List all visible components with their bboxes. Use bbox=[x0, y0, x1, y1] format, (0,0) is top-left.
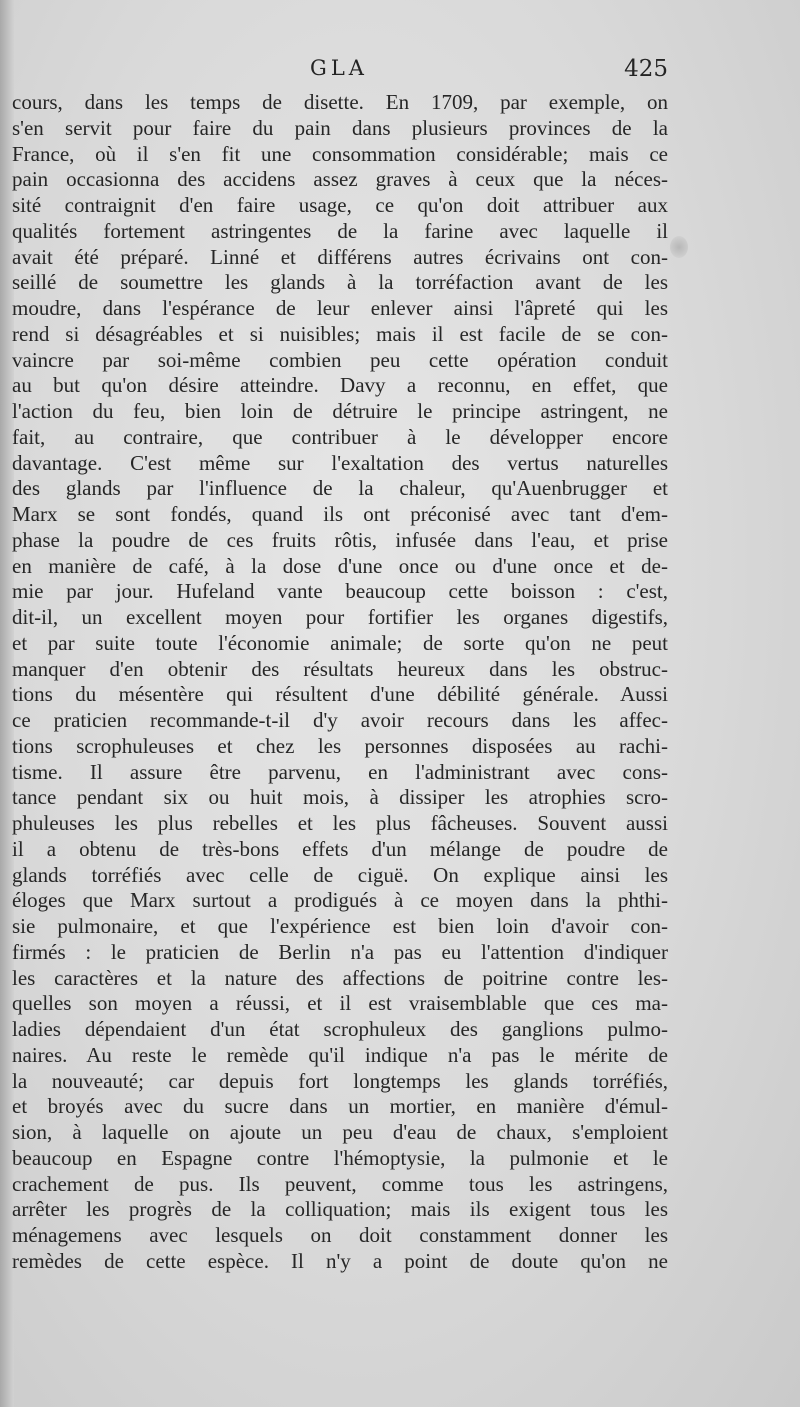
text-line: firmés : le praticien de Berlin n'a pas eu l'attention d'indiquer bbox=[12, 939, 668, 964]
text-line: manquer d'en obtenir des résultats heureux dans les obstruc- bbox=[12, 656, 668, 681]
text-line: pain occasionna des accidens assez graves à ceux que la néces- bbox=[12, 167, 668, 192]
text-line: sité contraignit d'en faire usage, ce qu'on doit attribuer aux bbox=[12, 193, 668, 217]
text-line: rend si désagréables et si nuisibles; mais il est facile de se con- bbox=[12, 321, 668, 346]
text-line: phase la poudre de ces fruits rôtis, infusée dans l'eau, et prise bbox=[12, 527, 668, 552]
paper-stain bbox=[670, 236, 688, 258]
text-line: moudre, dans l'espérance de leur enlever ainsi l'âpreté qui les bbox=[12, 296, 668, 320]
text-line: au but qu'on désire atteindre. Davy a reconnu, en effet, que bbox=[12, 373, 668, 398]
text-line: des glands par l'influence de la chaleur, qu'Auenbrugger et bbox=[12, 476, 668, 501]
page-header bbox=[10, 56, 668, 90]
text-line: tions scrophuleuses et chez les personnes disposées au rachi- bbox=[12, 733, 668, 758]
text-line: naires. Au reste le remède qu'il indique n'a pas le mérite de bbox=[12, 1042, 668, 1067]
text-line bbox=[12, 1275, 668, 1301]
text-line: cours, dans les temps de disette. En 1709, par exemple, on bbox=[12, 90, 668, 114]
text-line: arrêter les progrès de la colliquation; mais ils exigent tous les bbox=[12, 1197, 668, 1222]
text-line: et broyés avec du sucre dans un mortier, en manière d'émul- bbox=[12, 1094, 668, 1119]
text-line: fait, au contraire, que contribuer à le développer encore bbox=[12, 424, 668, 449]
text-line: ladies dépendaient d'un état scrophuleux des ganglions pulmo- bbox=[12, 1017, 668, 1041]
text-line: dit-il, un excellent moyen pour fortifier les organes digestifs, bbox=[12, 605, 668, 629]
text-line: vaincre par soi-même combien peu cette opération conduit bbox=[12, 347, 668, 372]
text-line: qualités fortement astringentes de la farine avec laquelle il bbox=[12, 218, 668, 243]
text-line: beaucoup en Espagne contre l'hémoptysie, la pulmonie et le bbox=[12, 1145, 668, 1170]
text-line: avait été préparé. Linné et différens autres écrivains ont con- bbox=[12, 244, 668, 269]
text-line: davantage. C'est même sur l'exaltation des vertus naturelles bbox=[12, 450, 668, 475]
text-line: sie pulmonaire, et que l'expérience est bien loin d'avoir con- bbox=[12, 914, 668, 938]
text-line: les caractères et la nature des affections de poitrine contre les- bbox=[12, 965, 668, 990]
text-line: quelles son moyen a réussi, et il est vraisemblable que ces ma- bbox=[12, 991, 668, 1016]
text-line: il a obtenu de très-bons effets d'un mélange de poudre de bbox=[12, 836, 668, 861]
body-text bbox=[12, 90, 668, 1300]
text-line: la nouveauté; car depuis fort longtemps les glands torréfiés, bbox=[12, 1068, 668, 1093]
running-head: GLA bbox=[310, 56, 368, 80]
text-line: ce praticien recommande-t-il d'y avoir recours dans les affec- bbox=[12, 708, 668, 732]
text-line: France, où il s'en fit une consommation considérable; mais ce bbox=[12, 141, 668, 166]
text-line: phuleuses les plus rebelles et les plus fâcheuses. Souvent aussi bbox=[12, 811, 668, 835]
text-line: et par suite toute l'économie animale; de sorte qu'on ne peut bbox=[12, 630, 668, 655]
text-line: seillé de soumettre les glands à la torréfaction avant de les bbox=[12, 270, 668, 295]
text-line: en manière de café, à la dose d'une once ou d'une once et de- bbox=[12, 553, 668, 578]
text-line: sion, à laquelle on ajoute un peu d'eau de chaux, s'emploient bbox=[12, 1120, 668, 1144]
text-line: remèdes de cette espèce. Il n'y a point de doute qu'on ne bbox=[12, 1248, 668, 1273]
text-line: mie par jour. Hufeland vante beaucoup cette boisson : c'est, bbox=[12, 579, 668, 604]
text-line: tisme. Il assure être parvenu, en l'administrant avec cons- bbox=[12, 759, 668, 784]
text-line: crachement de pus. Ils peuvent, comme tous les astringens, bbox=[12, 1171, 668, 1196]
text-line: ménagemens avec lesquels on doit constamment donner les bbox=[12, 1223, 668, 1247]
text-line: éloges que Marx surtout a prodigués à ce moyen dans la phthi- bbox=[12, 888, 668, 913]
text-line: l'action du feu, bien loin de détruire le principe astringent, ne bbox=[12, 399, 668, 423]
text-line: glands torréfiés avec celle de ciguë. On explique ainsi les bbox=[12, 862, 668, 887]
text-line: tions du mésentère qui résultent d'une débilité générale. Aussi bbox=[12, 682, 668, 707]
text-line: Marx se sont fondés, quand ils ont préconisé avec tant d'em- bbox=[12, 502, 668, 526]
text-line: tance pendant six ou huit mois, à dissiper les atrophies scro- bbox=[12, 785, 668, 810]
page-number: 425 bbox=[624, 56, 668, 82]
text-line: s'en servit pour faire du pain dans plusieurs provinces de la bbox=[12, 115, 668, 140]
